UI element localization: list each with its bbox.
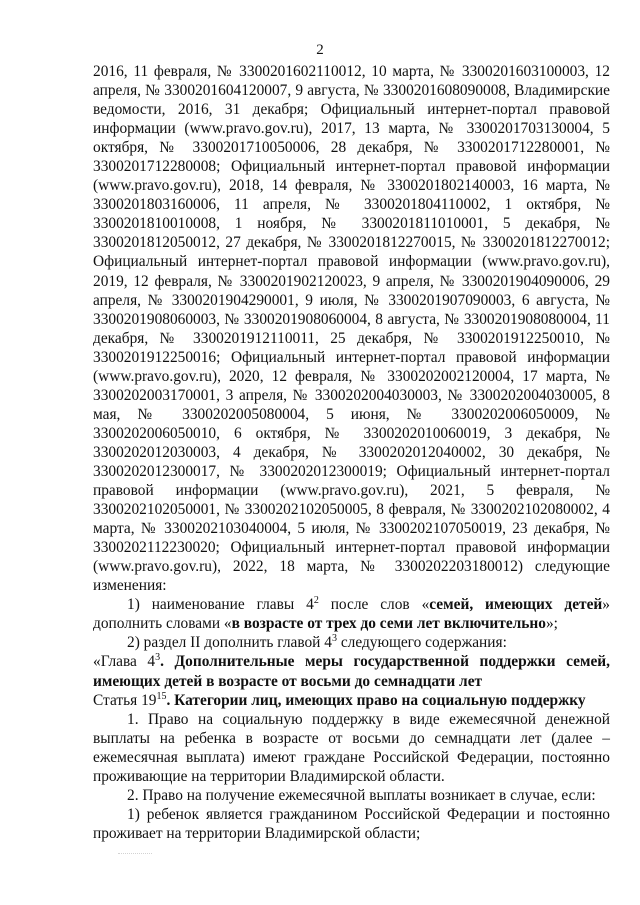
chapter-title: . Дополнительные меры государственной поддержки семей, имеющих детей в возрасте от восьми до семнадцати лет	[93, 653, 610, 690]
article-heading	[93, 691, 610, 710]
page-number: 2	[316, 42, 324, 58]
article-paragraph-3: 1) ребенок является гражданином Российской Федерации и постоянно проживает на территории Владимирской области;	[93, 805, 610, 842]
item2-pre: 2) раздел II дополнить главой 4	[127, 634, 332, 652]
item2-sup: 3	[331, 633, 337, 645]
document-body	[93, 62, 610, 843]
item1-bold-addition: в возрасте от трех до семи лет включительно	[231, 615, 546, 633]
item1-sup: 2	[313, 595, 319, 607]
chapter-heading	[93, 652, 610, 690]
article-paragraph-1: 1. Право на социальную поддержку в виде ежемесячной денежной выплаты на ребенка в возрасте от восьми до семнадцати лет (далее – ежемесячная выплата) имеют граждане Российской Федерации, постоянно проживающие на территории Владимирской области.	[93, 710, 610, 785]
item1-pre: 1) наименование главы 4	[127, 596, 314, 614]
article-title: . Категории лиц, имеющих право на социальную поддержку	[166, 691, 586, 709]
item1-bold-phrase: семей, имеющих детей	[429, 596, 603, 614]
article-paragraph-2: 2. Право на получение ежемесячной выплаты возникает в случае, если:	[127, 786, 596, 804]
chapter-quote: «	[93, 653, 101, 671]
article-label: Статья 19	[93, 691, 157, 709]
scan-smudge	[118, 853, 152, 858]
article-sup: 15	[156, 690, 167, 702]
amendment-item-2	[93, 633, 610, 652]
item2-post: следующего содержания:	[336, 634, 507, 652]
chapter-label: Глава 4	[100, 653, 156, 671]
amendments-source-paragraph: 2016, 11 февраля, № 3300201602110012, 10 марта, № 3300201603100003, 12 апреля, № 3300201604120007, 9 августа, № 3300201608090008, Владимирские ведомости, 2016, 31 декабря; Официальный интернет-портал правовой информации (www.pravo.gov.ru), 2017, 13 марта, № 3300201703130004, 5 октября, № 3300201710050006, 28 декабря, № 3300201712280001, № 3300201712280008; Официальный интернет-портал правовой информации (www.pravo.gov.ru), 2018, 14 февраля, № 3300201802140003, 16 марта, № 3300201803160006, 11 апреля, № 3300201804110002, 1 октября, № 3300201810010008, 1 ноября, № 3300201811010001, 5 декабря, № 3300201812050012, 27 декабря, № 3300201812270015, № 3300201812270012; Официальный интернет-портал правовой информации (www.pravo.gov.ru), 2019, 12 февраля, № 3300201902120023, 9 апреля, № 3300201904090006, 29 апреля, № 3300201904290001, 9 июля, № 3300201907090003, 6 августа, № 3300201908060003, № 3300201908060004, 8 августа, № 3300201908080004, 11 декабря, № 3300201912110011, 25 декабря, № 3300201912250010, № 3300201912250016; Официальный интернет-портал правовой информации (www.pravo.gov.ru), 2020, 12 февраля, № 3300202002120004, 17 марта, № 3300202003170001, 3 апреля, № 3300202004030003, № 3300202004030005, 8 мая, № 3300202005080004, 5 июня, № 3300202006050009, № 3300202006050010, 6 октября, № 3300202010060019, 3 декабря, № 3300202012030003, 4 декабря, № 3300202012040002, 30 декабря, № 3300202012300017, № 3300202012300019; Официальный интернет-портал правовой информации (www.pravo.gov.ru), 2021, 5 февраля, № 3300202102050001, № 3300202102050005, 8 февраля, № 3300202102080002, 4 марта, № 3300202103040004, 5 июля, № 3300202107050019, 23 декабря, № 3300202112230020; Официальный интернет-портал правовой информации (www.pravo.gov.ru), 2022, 18 марта, № 3300202203180012) следующие изменения:	[93, 63, 610, 595]
chapter-sup: 3	[155, 652, 161, 664]
item1-post: »;	[545, 615, 558, 633]
item1-mid: после слов «	[318, 596, 430, 614]
item1-mid2: » дополнить словами «	[93, 596, 610, 633]
amendment-item-1	[93, 595, 610, 633]
